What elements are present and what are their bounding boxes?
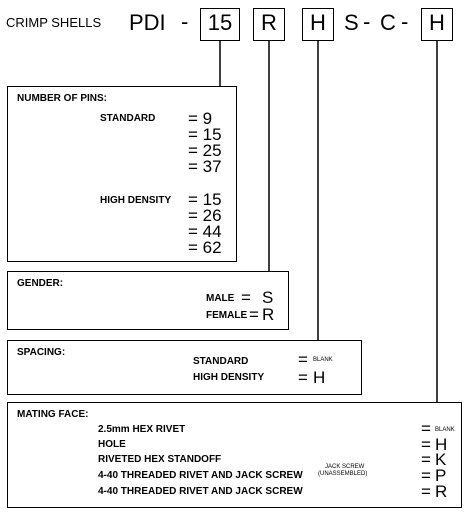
mating-row-5-eq: = [421,482,431,501]
spacing-high-density-label: HIGH DENSITY [193,372,265,383]
mating-note-top: JACK SCREW [325,464,365,470]
spacing-standard-label: STANDARD [193,356,249,367]
mating-row-2-code: H [435,435,448,454]
spacing-standard-code: BLANK [313,357,333,363]
gender-female-code: R [262,305,275,324]
mating-row-1-label: 2.5mm HEX RIVET [98,424,186,435]
mating-row-5-label: 4-40 THREADED RIVET AND JACK SCREW [98,486,303,497]
gender-male-code: S [262,288,274,307]
pins-box [7,86,237,262]
spacing-high-density-code: H [313,368,326,387]
pins-hd-value-4: = 62 [188,238,222,257]
code-box-gender: R [253,8,285,41]
pins-standard-value-3: = 25 [188,141,222,160]
header-c: C [380,10,396,35]
pins-hd-value-2: = 26 [188,206,222,225]
spacing-high-density-eq: = [298,368,308,387]
header-prefix: PDI [129,10,166,35]
gender-female-eq: = [249,305,259,324]
gender-female-label: FEMALE [206,310,248,321]
spacing-standard-eq: = [298,350,308,369]
mating-note-bottom: (UNASSEMBLED) [318,471,368,477]
part-number-header [0,0,469,42]
pins-hd-value-1: = 15 [188,190,222,209]
gender-title: GENDER: [17,278,64,289]
pins-hd-value-3: = 44 [188,222,222,241]
code-box-mating: H [421,8,453,41]
mating-row-4-code: P [435,466,447,485]
header-title: CRIMP SHELLS [6,15,102,30]
code-box-pins: 15 [200,8,240,41]
mating-row-5-code: R [435,482,448,501]
mating-row-1-code: BLANK [435,427,455,433]
gender-male-eq: = [241,288,251,307]
code-box-spacing: H [302,8,334,41]
pins-standard-value-4: = 37 [188,157,222,176]
mating-row-4-label: 4-40 THREADED RIVET AND JACK SCREW [98,470,303,481]
mating-row-2-label: HOLE [98,439,126,450]
mating-row-2-eq: = [421,435,431,454]
header-s: S [344,10,359,35]
pins-high-density-label: HIGH DENSITY [100,195,172,206]
spacing-box [7,340,362,395]
mating-title: MATING FACE: [17,409,89,420]
header-dash-2: - [363,9,371,34]
pins-standard-value-1: = 9 [188,109,213,128]
mating-row-3-eq: = [421,450,431,469]
pins-standard-value-2: = 15 [188,125,222,144]
mating-row-4-eq: = [421,466,431,485]
mating-row-3-code: K [435,450,447,469]
mating-face-box [7,402,462,508]
mating-row-1-eq: = [421,419,431,438]
pins-title: NUMBER OF PINS: [17,93,107,104]
gender-box [7,271,289,330]
pins-standard-label: STANDARD [100,113,156,124]
spacing-title: SPACING: [17,347,66,358]
header-dash-1: - [181,9,189,34]
mating-row-3-label: RIVETED HEX STANDOFF [98,454,222,465]
header-dash-3: - [401,9,409,34]
gender-male-label: MALE [206,293,235,304]
